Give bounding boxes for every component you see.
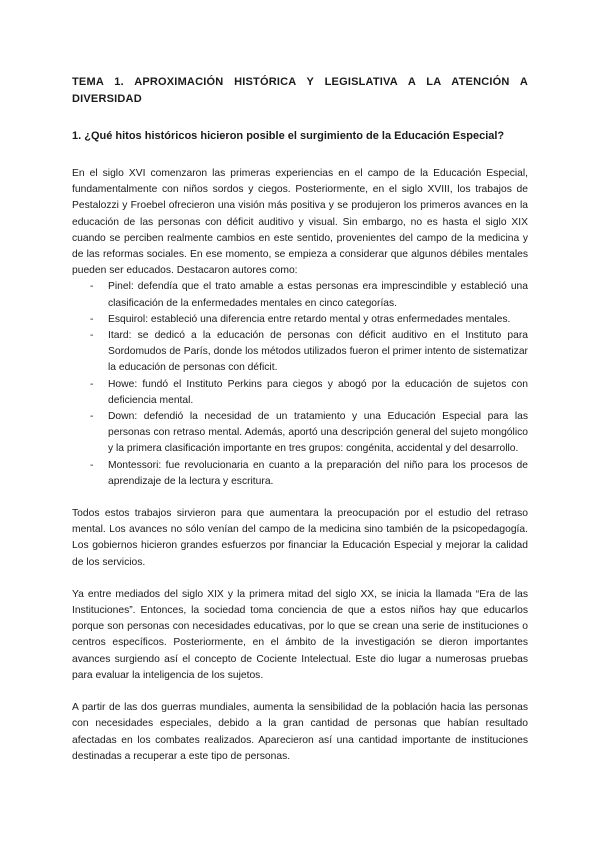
list-item: - Pinel: defendía que el trato amable a estas personas era imprescindible y estableció una clasificación de la enfermedades mentales en cinco categorías. (90, 279, 528, 311)
list-item: - Howe: fundó el Instituto Perkins para ciegos y abogó por la educación de sujetos con deficiencia mental. (90, 377, 528, 409)
section-question: 1. ¿Qué hitos históricos hicieron posible el surgimiento de la Educación Especial? (72, 130, 505, 142)
list-item: - Itard: se dedicó a la educación de personas con déficit auditivo en el Instituto para Sordomudos de París, donde los métodos utilizados fueron el primer intento de sistematizar la educación de personas con déficit. (90, 328, 528, 377)
spacer (72, 571, 528, 587)
list-item: - Esquirol: estableció una diferencia entre retardo mental y otras enfermedades mentales. (90, 312, 528, 328)
spacer (72, 490, 528, 506)
authors-list (72, 279, 528, 490)
list-item: - Montessori: fue revolucionaria en cuanto a la preparación del niño para los procesos de aprendizaje de la lectura y escritura. (90, 458, 528, 490)
spacer (72, 684, 528, 700)
list-item: - Down: defendió la necesidad de un tratamiento y una Educación Especial para las personas con retraso mental. Además, aportó una descripción general del sujeto mongólico y la primera clasificación importante en tres grupos: congénita, accidental y del desarrollo. (90, 409, 528, 458)
body-paragraph: A partir de las dos guerras mundiales, aumenta la sensibilidad de la población hacia las personas con necesidades especiales, debido a la gran cantidad de personas que habían resultado afectadas en los combates realizados. Aparecieron así una cantidad importante de instituciones destinadas a recuperar a este tipo de personas. (72, 702, 528, 762)
body-paragraph: Todos estos trabajos sirvieron para que aumentara la preocupación por el estudio del retraso mental. Los avances no sólo venían del campo de la medicina sino también de la psicopedagogía. Los gobiernos hicieron grandes esfuerzos por financiar la Educación Especial y mejorar la calidad de los servicios. (72, 508, 528, 568)
body-paragraph: Ya entre mediados del siglo XIX y la primera mitad del siglo XX, se inicia la llamada “Era de las Instituciones”. Entonces, la sociedad toma conciencia de que a estos niños hay que educarlos porque son personas con necesidades educativas, por lo que se crean una serie de instituciones o centros específicos. Posteriormente, en el ámbito de la investigación se dieron importantes avances surgiendo así el concepto de Cociente Intelectual. Este dio lugar a numerosas pruebas para evaluar la inteligencia de los sujetos. (72, 588, 528, 681)
document-title: TEMA 1. APROXIMACIÓN HISTÓRICA Y LEGISLATIVA A LA ATENCIÓN A DIVERSIDAD (72, 76, 528, 105)
intro-paragraph: En el siglo XVI comenzaron las primeras experiencias en el campo de la Educación Especial, fundamentalmente con niños sordos y ciegos. Posteriormente, en el siglo XVIII, los trabajos de Pestalozzi y Froebel ofrecieron una visión más positiva y se produjeron los primeros avances en la educación de las personas con déficit auditivo y visual. Sin embargo, no es hasta el siglo XIX cuando se perciben realmente cambios en este sentido, provenientes del campo de la medicina y de las reformas sociales. En ese momento, se empieza a considerar que algunos débiles mentales pueden ser educados. Destacaron autores como: (72, 168, 528, 277)
